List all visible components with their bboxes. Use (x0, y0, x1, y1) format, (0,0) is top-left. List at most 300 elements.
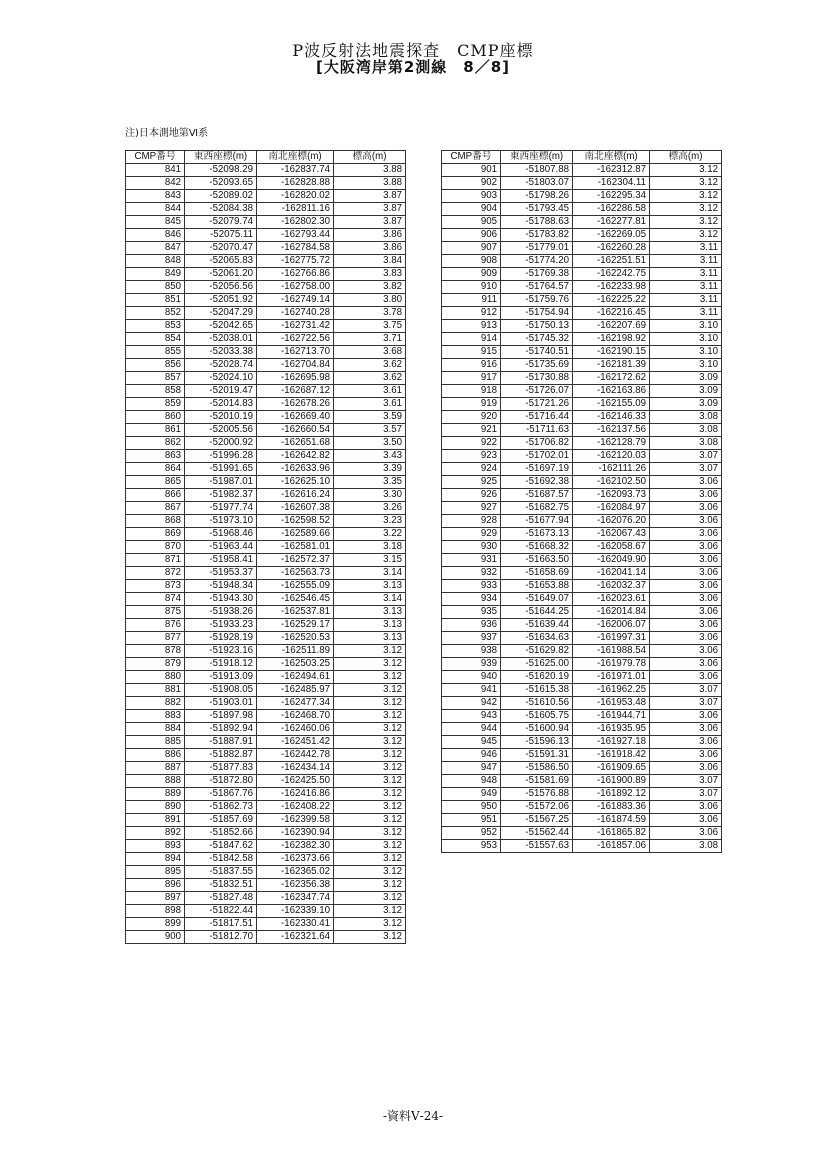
cmp-number-cell: 910 (442, 281, 501, 294)
elevation-cell: 3.11 (650, 242, 722, 255)
elevation-cell: 3.12 (334, 853, 406, 866)
elevation-cell: 3.13 (334, 580, 406, 593)
elevation-cell: 3.12 (334, 866, 406, 879)
table-row (126, 398, 406, 411)
elevation-cell: 3.13 (334, 606, 406, 619)
northing-cell: -162766.86 (257, 268, 334, 281)
cmp-number-cell: 937 (442, 632, 501, 645)
northing-cell: -162198.92 (573, 333, 650, 346)
easting-cell: -52033.38 (185, 346, 257, 359)
elevation-cell: 3.10 (650, 333, 722, 346)
cmp-number-cell: 857 (126, 372, 185, 385)
page-footer: -資料Ⅴ-24- (382, 1109, 444, 1123)
northing-cell: -162633.96 (257, 463, 334, 476)
table-row (442, 801, 722, 814)
easting-cell: -51567.25 (501, 814, 573, 827)
elevation-cell: 3.84 (334, 255, 406, 268)
northing-cell: -161953.48 (573, 697, 650, 710)
cmp-number-cell: 921 (442, 424, 501, 437)
cmp-number-cell: 901 (442, 164, 501, 177)
cmp-number-cell: 933 (442, 580, 501, 593)
table-row (126, 840, 406, 853)
cmp-number-cell: 854 (126, 333, 185, 346)
elevation-cell: 3.12 (334, 827, 406, 840)
easting-cell: -51702.01 (501, 450, 573, 463)
table-row (442, 775, 722, 788)
table-row (442, 788, 722, 801)
northing-cell: -162111.26 (573, 463, 650, 476)
cmp-number-cell: 909 (442, 268, 501, 281)
easting-cell: -51827.48 (185, 892, 257, 905)
cmp-number-cell: 904 (442, 203, 501, 216)
table-row (126, 307, 406, 320)
table-row (442, 723, 722, 736)
cmp-number-cell: 948 (442, 775, 501, 788)
table-row (126, 879, 406, 892)
northing-cell: -162563.73 (257, 567, 334, 580)
easting-cell: -51774.20 (501, 255, 573, 268)
cmp-number-cell: 865 (126, 476, 185, 489)
table-row (442, 489, 722, 502)
northing-cell: -162014.84 (573, 606, 650, 619)
northing-cell: -162425.50 (257, 775, 334, 788)
table-row (442, 632, 722, 645)
table-row (126, 788, 406, 801)
elevation-cell: 3.86 (334, 242, 406, 255)
cmp-number-cell: 914 (442, 333, 501, 346)
table-row (126, 645, 406, 658)
elevation-cell: 3.06 (650, 762, 722, 775)
elevation-cell: 3.43 (334, 450, 406, 463)
table-row (126, 190, 406, 203)
table-row (442, 177, 722, 190)
table-row (442, 255, 722, 268)
table-row (126, 541, 406, 554)
northing-cell: -162687.12 (257, 385, 334, 398)
northing-cell: -162616.24 (257, 489, 334, 502)
table-row (442, 762, 722, 775)
elevation-cell: 3.09 (650, 398, 722, 411)
easting-cell: -51706.82 (501, 437, 573, 450)
easting-cell: -51862.73 (185, 801, 257, 814)
elevation-cell: 3.11 (650, 255, 722, 268)
cmp-number-cell: 868 (126, 515, 185, 528)
easting-cell: -51697.19 (501, 463, 573, 476)
cmp-number-cell: 863 (126, 450, 185, 463)
northing-cell: -162155.09 (573, 398, 650, 411)
cmp-number-cell: 940 (442, 671, 501, 684)
northing-cell: -162607.38 (257, 502, 334, 515)
elevation-cell: 3.07 (650, 450, 722, 463)
easting-cell: -51682.75 (501, 502, 573, 515)
northing-cell: -162678.26 (257, 398, 334, 411)
elevation-cell: 3.12 (334, 840, 406, 853)
easting-cell: -51913.09 (185, 671, 257, 684)
elevation-cell: 3.08 (650, 840, 722, 853)
northing-cell: -161962.25 (573, 684, 650, 697)
northing-cell: -162137.56 (573, 424, 650, 437)
northing-cell: -162494.61 (257, 671, 334, 684)
northing-cell: -162312.87 (573, 164, 650, 177)
cmp-number-cell: 849 (126, 268, 185, 281)
cmp-number-cell: 892 (126, 827, 185, 840)
northing-cell: -161997.31 (573, 632, 650, 645)
northing-cell: -162277.81 (573, 216, 650, 229)
easting-cell: -51897.98 (185, 710, 257, 723)
table-row (126, 814, 406, 827)
elevation-cell: 3.68 (334, 346, 406, 359)
elevation-cell: 3.12 (334, 723, 406, 736)
table-row (126, 619, 406, 632)
elevation-cell: 3.12 (334, 801, 406, 814)
cmp-number-cell: 878 (126, 645, 185, 658)
easting-cell: -51812.70 (185, 931, 257, 944)
elevation-cell: 3.08 (650, 437, 722, 450)
northing-cell: -161935.95 (573, 723, 650, 736)
elevation-cell: 3.12 (334, 879, 406, 892)
easting-cell: -51663.50 (501, 554, 573, 567)
elevation-cell: 3.11 (650, 281, 722, 294)
table-row (442, 827, 722, 840)
table-row (442, 840, 722, 853)
table-row (126, 229, 406, 242)
easting-cell: -51903.01 (185, 697, 257, 710)
cmp-number-cell: 911 (442, 294, 501, 307)
table-row (442, 710, 722, 723)
elevation-cell: 3.06 (650, 671, 722, 684)
northing-cell: -162537.81 (257, 606, 334, 619)
northing-cell: -162642.82 (257, 450, 334, 463)
northing-cell: -162740.28 (257, 307, 334, 320)
table-row (442, 242, 722, 255)
cmp-number-cell: 882 (126, 697, 185, 710)
table-row (442, 697, 722, 710)
easting-cell: -51716.44 (501, 411, 573, 424)
elevation-cell: 3.12 (334, 736, 406, 749)
easting-cell: -51745.32 (501, 333, 573, 346)
cmp-number-cell: 908 (442, 255, 501, 268)
elevation-cell: 3.13 (334, 632, 406, 645)
elevation-cell: 3.12 (334, 697, 406, 710)
table-row (442, 346, 722, 359)
northing-cell: -162225.22 (573, 294, 650, 307)
easting-cell: -51658.69 (501, 567, 573, 580)
easting-cell: -51586.50 (501, 762, 573, 775)
northing-cell: -161918.42 (573, 749, 650, 762)
cmp-number-cell: 886 (126, 749, 185, 762)
table-row (442, 216, 722, 229)
cmp-number-cell: 867 (126, 502, 185, 515)
easting-cell: -51958.41 (185, 554, 257, 567)
easting-cell: -52079.74 (185, 216, 257, 229)
easting-cell: -52089.02 (185, 190, 257, 203)
table-row (126, 853, 406, 866)
easting-cell: -51908.05 (185, 684, 257, 697)
easting-cell: -52084.38 (185, 203, 257, 216)
table-row (126, 346, 406, 359)
cmp-number-cell: 952 (442, 827, 501, 840)
easting-cell: -51987.01 (185, 476, 257, 489)
elevation-cell: 3.06 (650, 749, 722, 762)
cmp-number-cell: 939 (442, 658, 501, 671)
cmp-number-cell: 919 (442, 398, 501, 411)
cmp-number-cell: 861 (126, 424, 185, 437)
cmp-number-cell: 928 (442, 515, 501, 528)
easting-cell: -51740.51 (501, 346, 573, 359)
elevation-cell: 3.22 (334, 528, 406, 541)
table-row (126, 775, 406, 788)
elevation-cell: 3.06 (650, 567, 722, 580)
northing-cell: -162067.43 (573, 528, 650, 541)
easting-cell: -51721.26 (501, 398, 573, 411)
elevation-cell: 3.11 (650, 294, 722, 307)
elevation-cell: 3.06 (650, 515, 722, 528)
table-row (126, 528, 406, 541)
northing-cell: -161857.06 (573, 840, 650, 853)
northing-cell: -162190.15 (573, 346, 650, 359)
cmp-number-cell: 879 (126, 658, 185, 671)
northing-cell: -162084.97 (573, 502, 650, 515)
northing-cell: -161971.01 (573, 671, 650, 684)
table-row (442, 619, 722, 632)
cmp-number-cell: 925 (442, 476, 501, 489)
easting-cell: -51788.63 (501, 216, 573, 229)
cmp-number-cell: 935 (442, 606, 501, 619)
cmp-number-cell: 913 (442, 320, 501, 333)
northing-cell: -162006.07 (573, 619, 650, 632)
table-row (442, 671, 722, 684)
easting-cell: -51837.55 (185, 866, 257, 879)
northing-cell: -162181.39 (573, 359, 650, 372)
easting-cell: -52065.83 (185, 255, 257, 268)
cmp-number-cell: 875 (126, 606, 185, 619)
cmp-number-cell: 847 (126, 242, 185, 255)
easting-cell: -51977.74 (185, 502, 257, 515)
northing-cell: -162485.97 (257, 684, 334, 697)
cmp-number-cell: 929 (442, 528, 501, 541)
table-row (442, 398, 722, 411)
easting-cell: -51596.13 (501, 736, 573, 749)
table-row (126, 905, 406, 918)
northing-cell: -162749.14 (257, 294, 334, 307)
elevation-cell: 3.06 (650, 619, 722, 632)
easting-cell: -51687.57 (501, 489, 573, 502)
northing-cell: -161883.36 (573, 801, 650, 814)
elevation-cell: 3.12 (334, 645, 406, 658)
northing-cell: -162251.51 (573, 255, 650, 268)
northing-cell: -162546.45 (257, 593, 334, 606)
northing-cell: -161892.12 (573, 788, 650, 801)
northing-cell: -162408.22 (257, 801, 334, 814)
elevation-cell: 3.75 (334, 320, 406, 333)
cmp-number-cell: 848 (126, 255, 185, 268)
table-row (126, 242, 406, 255)
elevation-cell: 3.06 (650, 541, 722, 554)
easting-cell: -51938.26 (185, 606, 257, 619)
cmp-number-cell: 853 (126, 320, 185, 333)
easting-cell: -51882.87 (185, 749, 257, 762)
table-row (126, 762, 406, 775)
page-title: P波反射法地震探査 CMP座標 (292, 41, 534, 60)
easting-cell: -51726.07 (501, 385, 573, 398)
easting-cell: -51973.10 (185, 515, 257, 528)
easting-cell: -52019.47 (185, 385, 257, 398)
northing-cell: -162713.70 (257, 346, 334, 359)
easting-cell: -51764.57 (501, 281, 573, 294)
elevation-cell: 3.06 (650, 736, 722, 749)
northing-cell: -162511.89 (257, 645, 334, 658)
elevation-cell: 3.12 (650, 164, 722, 177)
cmp-number-cell: 930 (442, 541, 501, 554)
northing-cell: -162365.02 (257, 866, 334, 879)
cmp-number-cell: 931 (442, 554, 501, 567)
table-row (126, 580, 406, 593)
elevation-cell: 3.07 (650, 463, 722, 476)
easting-cell: -51943.30 (185, 593, 257, 606)
table-row (126, 424, 406, 437)
easting-cell: -52014.83 (185, 398, 257, 411)
elevation-cell: 3.62 (334, 372, 406, 385)
easting-cell: -51928.19 (185, 632, 257, 645)
table-row (126, 502, 406, 515)
easting-cell: -51668.32 (501, 541, 573, 554)
elevation-cell: 3.06 (650, 814, 722, 827)
elevation-cell: 3.88 (334, 164, 406, 177)
easting-cell: -52051.92 (185, 294, 257, 307)
table-row (126, 749, 406, 762)
easting-cell: -51817.51 (185, 918, 257, 931)
easting-cell: -51847.62 (185, 840, 257, 853)
cmp-number-cell: 884 (126, 723, 185, 736)
easting-cell: -51610.56 (501, 697, 573, 710)
easting-cell: -51892.94 (185, 723, 257, 736)
table-row (126, 866, 406, 879)
cmp-number-cell: 926 (442, 489, 501, 502)
cmp-number-cell: 862 (126, 437, 185, 450)
column-header-elevation: 標高(m) (650, 151, 722, 164)
northing-cell: -162102.50 (573, 476, 650, 489)
table-row (126, 294, 406, 307)
elevation-cell: 3.12 (334, 814, 406, 827)
elevation-cell: 3.12 (334, 684, 406, 697)
easting-cell: -51557.63 (501, 840, 573, 853)
elevation-cell: 3.12 (334, 775, 406, 788)
table-row (442, 606, 722, 619)
cmp-number-cell: 903 (442, 190, 501, 203)
northing-cell: -162399.58 (257, 814, 334, 827)
table-row (126, 203, 406, 216)
cmp-number-cell: 851 (126, 294, 185, 307)
cmp-number-cell: 902 (442, 177, 501, 190)
easting-cell: -51779.01 (501, 242, 573, 255)
easting-cell: -51572.06 (501, 801, 573, 814)
easting-cell: -52005.56 (185, 424, 257, 437)
easting-cell: -51933.23 (185, 619, 257, 632)
easting-cell: -51677.94 (501, 515, 573, 528)
cmp-number-cell: 891 (126, 814, 185, 827)
northing-cell: -162820.02 (257, 190, 334, 203)
table-row (126, 606, 406, 619)
northing-cell: -162503.25 (257, 658, 334, 671)
elevation-cell: 3.06 (650, 632, 722, 645)
cmp-number-cell: 889 (126, 788, 185, 801)
elevation-cell: 3.71 (334, 333, 406, 346)
table-row (442, 684, 722, 697)
easting-cell: -51600.94 (501, 723, 573, 736)
northing-cell: -162390.94 (257, 827, 334, 840)
northing-cell: -162589.66 (257, 528, 334, 541)
easting-cell: -52061.20 (185, 268, 257, 281)
easting-cell: -51996.28 (185, 450, 257, 463)
table-row (126, 411, 406, 424)
cmp-number-cell: 947 (442, 762, 501, 775)
northing-cell: -162460.06 (257, 723, 334, 736)
northing-cell: -162216.45 (573, 307, 650, 320)
northing-cell: -162704.84 (257, 359, 334, 372)
northing-cell: -162172.62 (573, 372, 650, 385)
cmp-number-cell: 874 (126, 593, 185, 606)
elevation-cell: 3.12 (650, 216, 722, 229)
table-row (126, 801, 406, 814)
cmp-number-cell: 850 (126, 281, 185, 294)
northing-cell: -162722.56 (257, 333, 334, 346)
table-row (126, 281, 406, 294)
easting-cell: -52010.19 (185, 411, 257, 424)
elevation-cell: 3.06 (650, 528, 722, 541)
northing-cell: -162442.78 (257, 749, 334, 762)
elevation-cell: 3.80 (334, 294, 406, 307)
elevation-cell: 3.14 (334, 593, 406, 606)
cmp-number-cell: 907 (442, 242, 501, 255)
easting-cell: -51629.82 (501, 645, 573, 658)
northing-cell: -162242.75 (573, 268, 650, 281)
northing-cell: -162520.53 (257, 632, 334, 645)
table-row (126, 437, 406, 450)
table-row (126, 931, 406, 944)
northing-cell: -162058.67 (573, 541, 650, 554)
elevation-cell: 3.61 (334, 398, 406, 411)
cmp-number-cell: 936 (442, 619, 501, 632)
easting-cell: -51615.38 (501, 684, 573, 697)
cmp-number-cell: 860 (126, 411, 185, 424)
table-row (442, 593, 722, 606)
elevation-cell: 3.23 (334, 515, 406, 528)
easting-cell: -52056.56 (185, 281, 257, 294)
cmp-number-cell: 949 (442, 788, 501, 801)
cmp-number-cell: 945 (442, 736, 501, 749)
elevation-cell: 3.11 (650, 307, 722, 320)
easting-cell: -51793.45 (501, 203, 573, 216)
northing-cell: -162651.68 (257, 437, 334, 450)
easting-cell: -51803.07 (501, 177, 573, 190)
northing-cell: -162529.17 (257, 619, 334, 632)
elevation-cell: 3.12 (334, 710, 406, 723)
elevation-cell: 3.06 (650, 658, 722, 671)
northing-cell: -162330.41 (257, 918, 334, 931)
table-row (126, 671, 406, 684)
easting-cell: -51562.44 (501, 827, 573, 840)
northing-cell: -161909.65 (573, 762, 650, 775)
table-row (126, 268, 406, 281)
elevation-cell: 3.12 (650, 229, 722, 242)
northing-cell: -162451.42 (257, 736, 334, 749)
elevation-cell: 3.14 (334, 567, 406, 580)
northing-cell: -162660.54 (257, 424, 334, 437)
elevation-cell: 3.12 (334, 931, 406, 944)
table-row (126, 216, 406, 229)
northing-cell: -162811.16 (257, 203, 334, 216)
cmp-number-cell: 912 (442, 307, 501, 320)
